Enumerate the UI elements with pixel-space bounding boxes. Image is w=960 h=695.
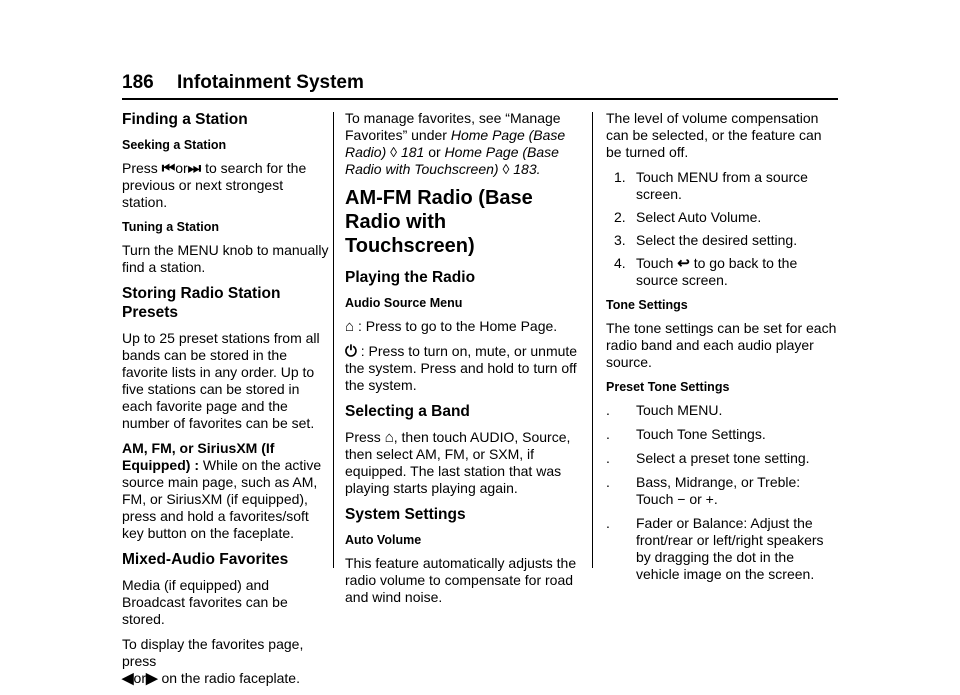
column-divider-2 (592, 112, 593, 568)
column-1 (122, 110, 332, 695)
ref-home-page-touch: Home Page (Base Radio with Touchscreen) (345, 144, 559, 177)
tuning-paragraph: Turn the MENU knob to manually find a station. (122, 242, 329, 275)
heading-playing-radio: Playing the Radio (345, 269, 476, 286)
column-2 (345, 110, 581, 614)
level-paragraph: The level of volume compensation can be selected, or the feature can be turned off. (606, 110, 822, 160)
home-icon: ⌂ (345, 318, 355, 335)
display-favorites-paragraph: To display the favorites page, press ◀or▶ on the radio faceplate. (122, 636, 304, 687)
list-item: 2. Select Auto Volume. (614, 209, 762, 225)
band-paragraph: Press ⌂, then touch AUDIO, Source, then select AM, FM, or SXM, if equipped. The last station that was playing starts playing again. (345, 429, 571, 496)
heading-storing-presets: Storing Radio Station Presets (122, 285, 281, 321)
heading-mixed-audio: Mixed-Audio Favorites (122, 551, 289, 568)
list-item: . Touch Tone Settings. (606, 426, 766, 442)
page-header (122, 72, 838, 98)
am-fm-label: AM, FM, or SiriusXM (If Equipped) : (122, 440, 275, 473)
am-fm-paragraph: AM, FM, or SiriusXM (If Equipped) : While on the active source main page, such as AM, FM, or SiriusXM (if equipped), press and hold a favorites/soft key button on the faceplate. (122, 440, 322, 541)
heading-preset-tone: Preset Tone Settings (606, 380, 730, 394)
list-item: . Select a preset tone setting. (606, 450, 810, 466)
column-divider-1 (333, 112, 334, 568)
list-item: . Bass, Midrange, or Treble: Touch − or +. (606, 474, 801, 507)
heading-finding-station: Finding a Station (122, 111, 248, 128)
back-icon: ↩ (677, 255, 690, 272)
ref-arrow-icon: ◊ (390, 144, 398, 160)
column-3 (606, 110, 838, 590)
heading-seeking-station: Seeking a Station (122, 138, 227, 152)
tone-paragraph: The tone settings can be set for each radio band and each audio player source. (606, 320, 837, 370)
section-title: Infotainment System (177, 72, 364, 93)
ref-arrow-icon: ◊ (502, 161, 510, 177)
right-arrow-icon: ▶ (146, 670, 158, 687)
auto-volume-steps (606, 169, 838, 289)
home-icon: ⌂ (384, 429, 394, 446)
preset-tone-bullets (606, 402, 838, 583)
heading-auto-volume: Auto Volume (345, 533, 422, 547)
seek-paragraph: Press ⏮or⏭ to search for the previous or next strongest station. (122, 160, 307, 210)
list-item: 1. Touch MENU from a source screen. (614, 169, 808, 202)
list-item: . Touch MENU. (606, 402, 723, 418)
seek-next-icon: ⏭ (187, 160, 202, 177)
list-item: 4. Touch ↩ to go back to the source screen. (614, 255, 798, 288)
ref-home-page-base: Home Page (Base Radio) (345, 127, 566, 160)
heading-selecting-band: Selecting a Band (345, 403, 470, 420)
mixed-paragraph: Media (if equipped) and Broadcast favorites can be stored. (122, 577, 288, 627)
auto-volume-paragraph: This feature automatically adjusts the radio volume to compensate for road and wind noise. (345, 555, 577, 605)
left-arrow-icon: ◀ (122, 670, 134, 687)
list-item: . Fader or Balance: Adjust the front/rear or left/right speakers by dragging the dot in the vehicle image on the screen. (606, 515, 824, 582)
storing-paragraph: Up to 25 preset stations from all bands can be stored in the favorite lists in any order. Up to five stations can be stored in each favorite page and the number of favorites can be set. (122, 330, 320, 431)
power-icon: ⏻ (345, 343, 357, 360)
heading-audio-source-menu: Audio Source Menu (345, 296, 463, 310)
seek-previous-icon: ⏮ (161, 160, 176, 177)
home-paragraph: ⌂ : Press to go to the Home Page. (345, 318, 558, 335)
heading-system-settings: System Settings (345, 506, 466, 523)
heading-am-fm-radio: AM-FM Radio (Base Radio with Touchscreen) (345, 187, 533, 257)
list-item: 3. Select the desired setting. (614, 232, 798, 248)
heading-tone-settings: Tone Settings (606, 298, 688, 312)
header-rule (122, 98, 838, 100)
manage-favorites-paragraph: To manage favorites, see “Manage Favorites” under Home Page (Base Radio) ◊ 181 or Home Page (Base Radio with Touchscreen) ◊ 183. (345, 110, 566, 177)
power-paragraph: ⏻ : Press to turn on, mute, or unmute the system. Press and hold to turn off the system. (345, 343, 578, 393)
page-number: 186 (122, 72, 154, 93)
heading-tuning-station: Tuning a Station (122, 220, 219, 234)
